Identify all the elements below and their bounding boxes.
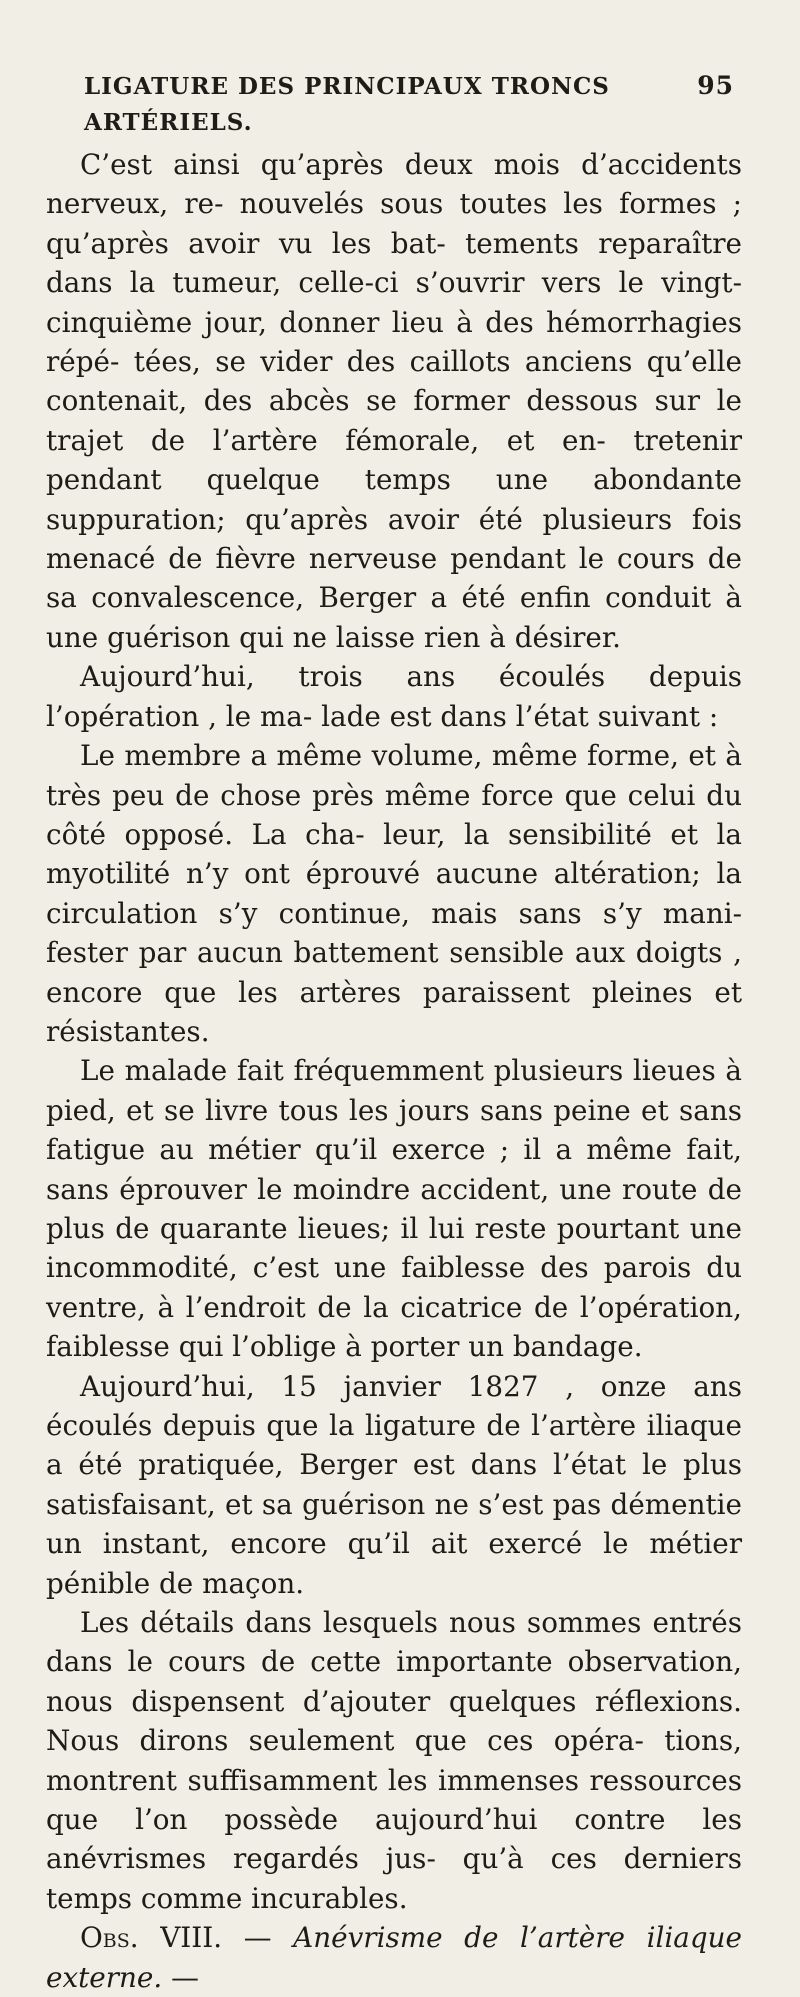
observation-title: Anévrisme de l’artère iliaque externe. — [46, 1921, 743, 1994]
running-head — [84, 68, 734, 141]
observation-heading — [46, 1918, 742, 1997]
page-number: 95 — [697, 71, 734, 100]
paragraph-current-state: Aujourd’hui, trois ans écoulés depuis l’opération , le ma- lade est dans l’état suivant : — [46, 660, 742, 733]
observation-dash-before: — — [243, 1921, 272, 1955]
paragraph-reflections: Les détails dans lesquels nous sommes entrés dans le cours de cette importante observation, nous dispensent d’ajouter quelques réflexions. Nous dirons seulement que ces opéra- tions, montrent suffisamment les immenses ressources que l’on possède aujourd’hui contre les anévrismes regardés jus- qu’à ces derniers temps comme incurables. — [46, 1606, 742, 1915]
body-text — [46, 145, 742, 1997]
paragraph-activity: Le malade fait fréquemment plusieurs lieues à pied, et se livre tous les jours sans peine et sans fatigue au métier qu’il exerce ; il a même fait, sans éprouver le moindre accident, une route de plus de quarante lieues; il lui reste pourtant une incommodité, c’est une faiblesse des parois du ventre, à l’endroit de la cicatrice de l’opération, faiblesse qui l’oblige à porter un bandage. — [46, 1054, 742, 1364]
paragraph-limb: Le membre a même volume, même forme, et à très peu de chose près même force que celui du côté opposé. La cha- leur, la sensibilité et la myotilité n’y ont éprouvé aucune altération; la circulation s’y continue, mais sans s’y mani- fester par aucun battement sensible aux doigts , encore que les artères paraissent pleines et résistantes. — [46, 739, 742, 1048]
paragraph-eleven-years: Aujourd’hui, 15 janvier 1827 , onze ans écoulés depuis que la ligature de l’artère iliaque a été pratiquée, Berger est dans l’état le plus satisfaisant, et sa guérison ne s’est pas démentie un instant, encore qu’il ait exercé le métier pénible de maçon. — [46, 1369, 742, 1600]
observation-number: Obs. VIII. — [80, 1921, 223, 1955]
paragraph-convalescence: C’est ainsi qu’après deux mois d’accidents nerveux, re- nouvelés sous toutes les formes ; qu’après avoir vu les bat- tements reparaître dans la tumeur, celle-ci s’ouvrir vers le vingt-cinquième jour, donner lieu à des hémorrhagies répé- tées, se vider des caillots anciens qu’elle contenait, des abcès se former dessous sur le trajet de l’artère fémorale, et en- tretenir pendant quelque temps une abondante suppuration; qu’après avoir été plusieurs fois menacé de fièvre nerveuse pendant le cours de sa convalescence, Berger a été enfin conduit à une guérison qui ne laisse rien à désirer. — [46, 148, 742, 654]
observation-dash-after: — — [171, 1960, 199, 1994]
running-title: LIGATURE DES PRINCIPAUX TRONCS ARTÉRIELS. — [84, 73, 610, 136]
